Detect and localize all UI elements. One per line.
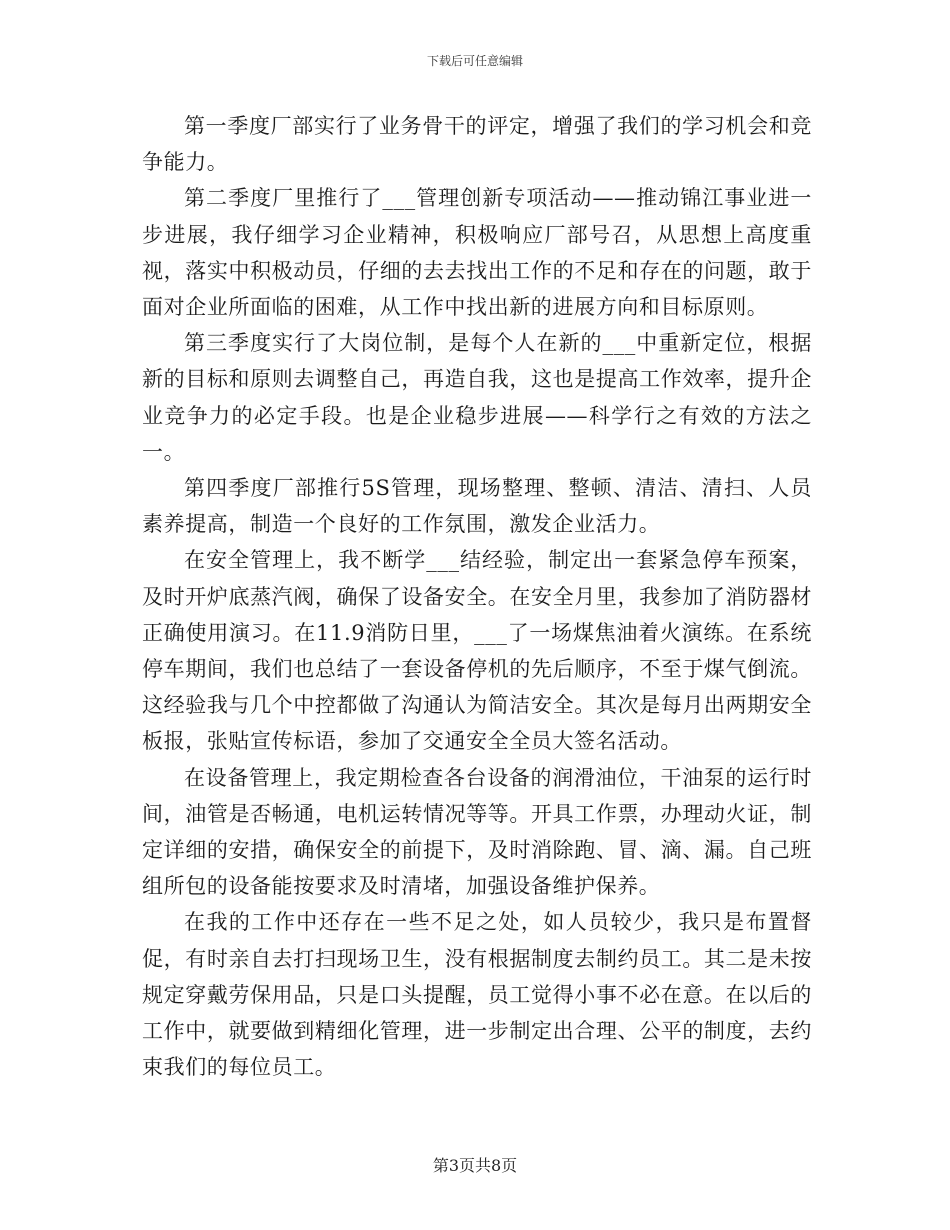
paragraph-equipment: 在设备管理上，我定期检查各台设备的润滑油位，干油泵的运行时间，油管是否畅通，电机运转情况等等。开具工作票，办理动火证，制定详细的安措，确保安全的前提下，及时消除跑、冒、滴、漏。自己班组所包的设备能按要求及时清堵，加强设备维护保养。 — [142, 765, 812, 899]
paragraph-shortcomings: 在我的工作中还存在一些不足之处，如人员较少，我只是布置督促，有时亲自去打扫现场卫生，没有根据制度去制约员工。其二是未按规定穿戴劳保用品，只是口头提醒，员工觉得小事不必在意。在以后的工作中，就要做到精细化管理，进一步制定出合理、公平的制度，去约束我们的每位员工。 — [142, 910, 812, 1080]
paragraph-safety: 在安全管理上，我不断学___结经验，制定出一套紧急停车预案，及时开炉底蒸汽阀，确保了设备安全。在安全月里，我参加了消防器材正确使用演习。在11.9消防日里，___了一场煤焦油着火演练。在系统停车期间，我们也总结了一套设备停机的先后顺序，不至于煤气倒流。这经验我与几个中控都做了沟通认为简洁安全。其次是每月出两期安全板报，张贴宣传标语，参加了交通安全全员大签名活动。 — [142, 548, 812, 754]
paragraph-q3: 第三季度实行了大岗位制，是每个人在新的___中重新定位，根据新的目标和原则去调整自己，再造自我，这也是提高工作效率，提升企业竞争力的必定手段。也是企业稳步进展——科学行之有效的方法之一。 — [142, 331, 812, 464]
page-number: 第3页共8页 — [432, 1156, 518, 1175]
paragraph-q2: 第二季度厂里推行了___管理创新专项活动——推动锦江事业进一步进展，我仔细学习企业精神，积极响应厂部号召，从思想上高度重视，落实中积极动员，仔细的去去找出工作的不足和存在的问题，敢于面对企业所面临的困难，从工作中找出新的进展方向和目标原则。 — [142, 186, 812, 320]
paragraph-q1: 第一季度厂部实行了业务骨干的评定，增强了我们的学习机会和竞争能力。 — [142, 114, 812, 175]
document-body — [142, 108, 812, 1085]
page-header: 下载后可任意编辑 — [426, 54, 523, 68]
paragraph-q4: 第四季度厂部推行5S管理，现场整理、整顿、清洁、清扫、人员素养提高，制造一个良好的工作氛围，激发企业活力。 — [142, 476, 812, 537]
